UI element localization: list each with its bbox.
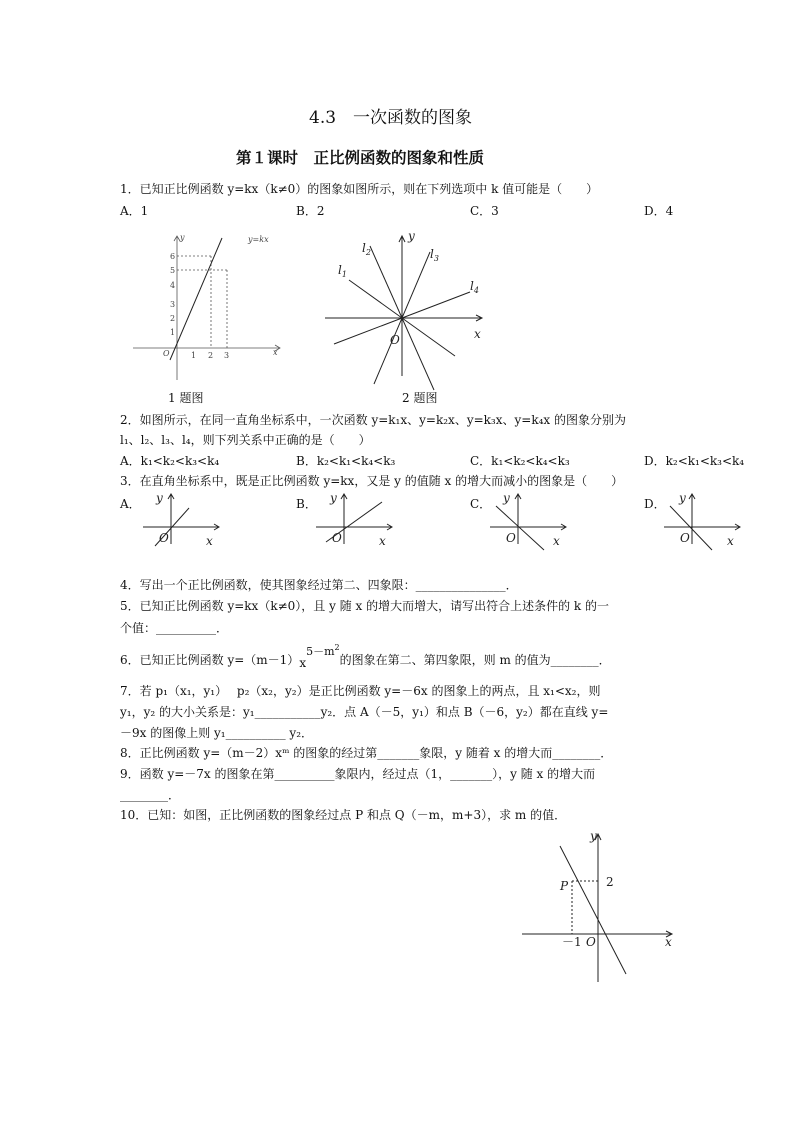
q3d-origin: O	[680, 531, 690, 545]
fig1-y-tick: 3	[170, 300, 176, 309]
q1-option-d: D．4	[644, 204, 674, 218]
q3-graph-c	[490, 490, 570, 550]
figure-2	[322, 228, 492, 388]
fig1-y-tick: 1	[170, 328, 176, 337]
fig2-origin: O	[390, 333, 400, 347]
fig1-y-tick: 2	[170, 314, 176, 323]
fig2-line-label-4: $l_4$	[470, 279, 479, 295]
q3-option-b: B．	[296, 497, 317, 511]
fig1-origin: O	[163, 349, 170, 358]
q1-option-a: A．1	[120, 204, 149, 218]
q3a-origin: O	[159, 531, 169, 545]
fig2-line-label-3: $l_3$	[430, 247, 439, 263]
question-2-line-2: l₁、l₂、l₃、l₄，则下列关系中正确的是（ ）	[120, 433, 371, 447]
fig1-x-tick: 3	[224, 351, 230, 360]
q3c-y-label: y	[503, 491, 510, 505]
q3-graph-b	[316, 490, 396, 550]
question-3: 3．在直角坐标系中，既是正比例函数 y=kx，又是 y 的值随 x 的增大而减小的图象是（ ）	[120, 474, 624, 488]
q3-option-d: D．	[644, 497, 666, 511]
fig1-y-label: y	[180, 233, 185, 242]
q3b-y-label: y	[330, 491, 337, 505]
figure-q10	[522, 828, 682, 988]
q1-option-b: B．2	[296, 204, 325, 218]
q3c-x-label: x	[553, 534, 560, 548]
q2-option-a: A．k₁<k₂<k₃<k₄	[120, 454, 220, 468]
q2-option-c: C．k₁<k₂<k₄<k₃	[470, 454, 570, 468]
fig1-x-tick: 2	[208, 351, 214, 360]
fig1-line-label: y=kx	[248, 235, 269, 244]
question-7-line-2: y₁，y₂ 的大小关系是：y₁___________y₂．点 A（－5，y₁）和点 B（－6，y₂）都在直线 y=	[120, 705, 609, 719]
q10-y-label: y	[590, 829, 597, 843]
fig1-y-tick: 5	[170, 266, 176, 275]
question-5: 5．已知正比例函数 y=kx（k≠0），且 y 随 x 的增大而增大，请写出符合上述条件的 k 的一	[120, 599, 609, 613]
q3b-origin: O	[332, 531, 342, 545]
q10-x-value: －1	[562, 935, 582, 949]
question-5-line-2: 个值：__________．	[120, 621, 229, 635]
question-8: 8．正比例函数 y=（m－2）xᵐ 的图象的经过第_______象限，y 随着 x 的增大而________．	[120, 746, 613, 760]
page-subtitle: 第１课时 正比例函数的图象和性质	[236, 148, 485, 167]
question-7-line-3: －9x 的图像上则 y₁__________ y₂．	[120, 726, 314, 740]
q2-option-b: B．k₂<k₁<k₄<k₃	[296, 454, 396, 468]
fig1-y-tick: 4	[170, 281, 176, 290]
q3-graph-a	[143, 490, 223, 550]
q3-option-c: C．	[470, 497, 492, 511]
q3a-x-label: x	[206, 534, 213, 548]
q10-origin: O	[586, 935, 596, 949]
q3a-y-label: y	[156, 491, 163, 505]
fig2-line-label-2: $l_2$	[362, 241, 371, 257]
q10-point-p: P	[560, 879, 569, 893]
q3d-x-label: x	[727, 534, 734, 548]
question-2: 2．如图所示，在同一直角坐标系中，一次函数 y=k₁x、y=k₂x、y=k₃x、y=k₄x 的图象分别为	[120, 413, 627, 427]
fig2-x-label: x	[474, 327, 481, 341]
fig2-y-label: y	[408, 229, 415, 243]
figure-2-caption: 2 题图	[402, 391, 438, 405]
q10-y-value: 2	[606, 875, 614, 889]
q3-option-a: A．	[120, 497, 141, 511]
question-7: 7．若 p₁（x₁，y₁） p₂（x₂，y₂）是正比例函数 y=－6x 的图象上的两点，且 x₁<x₂，则	[120, 684, 601, 698]
question-4: 4．写出一个正比例函数，使其图象经过第二、四象限：_______________．	[120, 578, 518, 592]
page-title: 4.3 一次函数的图象	[309, 108, 473, 128]
question-9-line-2: ________．	[120, 788, 181, 802]
q2-option-d: D．k₂<k₁<k₃<k₄	[644, 454, 745, 468]
q3d-y-label: y	[679, 491, 686, 505]
q3b-x-label: x	[379, 534, 386, 548]
q3c-origin: O	[506, 531, 516, 545]
fig2-line-label-1: $l_1$	[338, 263, 347, 279]
q10-x-label: x	[665, 935, 672, 949]
figure-1	[130, 228, 290, 388]
question-1: 1．已知正比例函数 y=kx（k≠0）的图象如图所示，则在下列选项中 k 值可能是（ ）	[120, 182, 599, 196]
fig1-y-tick: 6	[170, 252, 176, 261]
question-10: 10．已知：如图，正比例函数的图象经过点 P 和点 Q（－m，m+3），求 m 的值．	[120, 808, 567, 822]
question-6: 6．已知正比例函数 $y=(m-1)x5-m^2$的图象在第二、第四象限，则 m 的值为________．	[120, 643, 611, 670]
q1-option-c: C．3	[470, 204, 499, 218]
figure-1-caption: 1 题图	[168, 391, 204, 405]
fig1-x-tick: 1	[191, 351, 197, 360]
q3-graph-d	[664, 490, 744, 550]
fig1-x-label: x	[273, 348, 278, 357]
question-9: 9．函数 y=－7x 的图象在第__________象限内，经过点（1，_______），y 随 x 的增大而	[120, 767, 596, 781]
